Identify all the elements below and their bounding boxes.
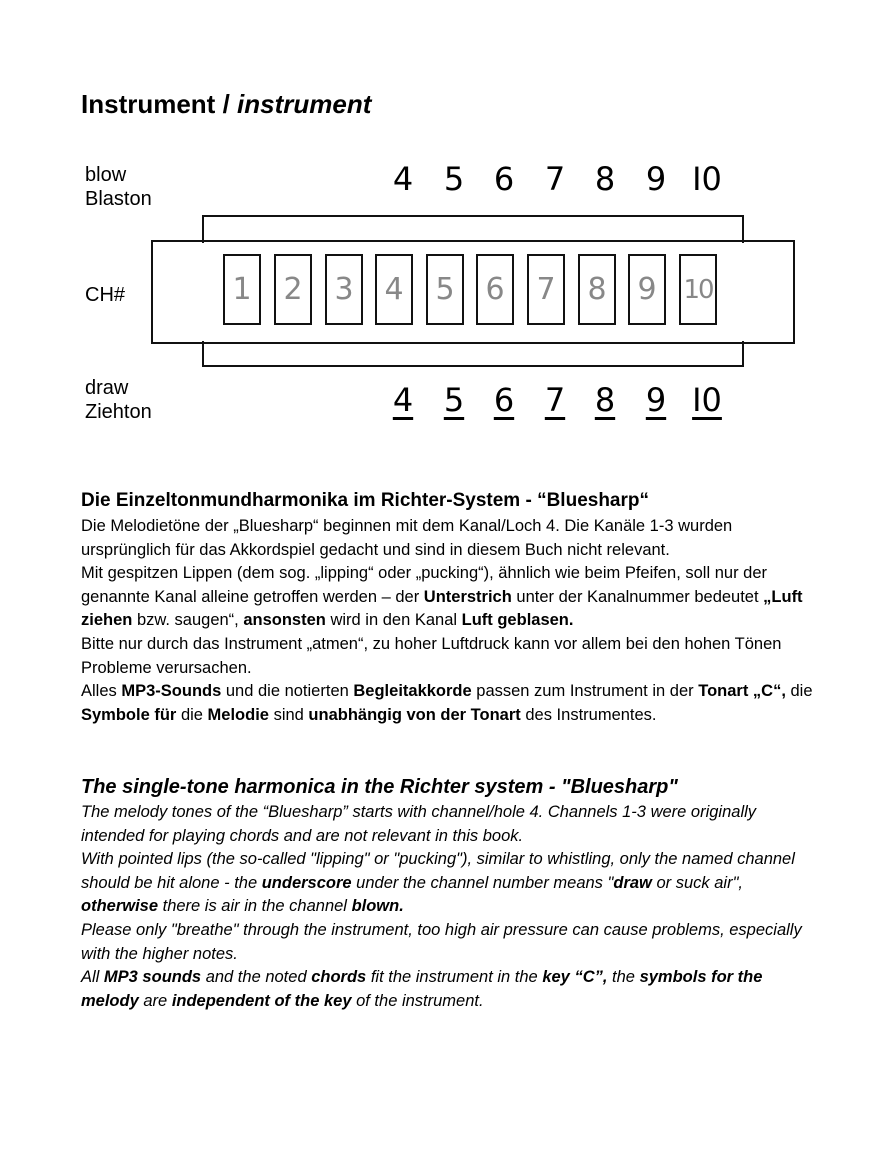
page-title: Instrument / instrument: [81, 89, 372, 119]
german-paragraph-1: Die Melodietöne der „Bluesharp“ beginnen mit dem Kanal/Loch 4. Die Kanäle 1-3 wurden ursprünglich für das Akkordspiel gedacht und sind in diesem Buch nicht relevant.: [81, 517, 733, 559]
german-paragraph-4: Alles MP3-Sounds und die notierten Begleitakkorde passen zum Instrument in der Tonart „C“, die Symbole für die Melodie sind unabhängig von der Tonart des Instrumentes.: [81, 682, 813, 724]
hole-3: 3: [325, 254, 363, 325]
hole-5: 5: [426, 254, 464, 325]
hole-4: 4: [375, 254, 413, 325]
channel-label: CH#: [85, 284, 126, 306]
blow-number: I0: [692, 160, 722, 198]
english-paragraph-4: All MP3 sounds and the noted chords fit the instrument in the key “C”, the symbols for the melody are independent of the key of the instrument.: [81, 968, 763, 1010]
german-paragraph-3: Bitte nur durch das Instrument „atmen“, zu hoher Luftdruck kann vor allem bei den hohen Tönen Probleme verursachen.: [81, 634, 782, 677]
blow-number: 6: [493, 160, 515, 198]
draw-number: 8: [594, 381, 616, 419]
cover-plate-top: [202, 215, 744, 243]
draw-number: 6: [493, 381, 515, 419]
english-paragraph-2: With pointed lips (the so-called "lipping" or "pucking"), similar to whistling, only the named channel should be hit alone - the underscore under the channel number means "draw or suck air", otherwise there is air in the channel blown.: [81, 850, 795, 916]
german-section: [81, 489, 821, 727]
draw-label: draw: [85, 377, 129, 399]
english-paragraph-3: Please only "breathe" through the instrument, too high air pressure can cause problems, especially with the higher notes.: [81, 920, 802, 963]
hole-10: 10: [679, 254, 717, 325]
blow-label-german: Blaston: [85, 188, 152, 210]
draw-number: 4: [392, 381, 414, 419]
hole-8: 8: [578, 254, 616, 325]
hole-6: 6: [476, 254, 514, 325]
draw-number: 5: [443, 381, 465, 419]
hole-2: 2: [274, 254, 312, 325]
hole-9: 9: [628, 254, 666, 325]
draw-label-german: Ziehton: [85, 401, 152, 423]
hole-1: 1: [223, 254, 261, 325]
blow-number: 7: [544, 160, 566, 198]
english-section: [81, 775, 821, 1013]
blow-number: 5: [443, 160, 465, 198]
hole-7: 7: [527, 254, 565, 325]
english-heading: The single-tone harmonica in the Richter system - "Bluesharp": [81, 776, 678, 798]
english-paragraph-1: The melody tones of the “Bluesharp” starts with channel/hole 4. Channels 1-3 were originally intended for playing chords and are not relevant in this book.: [81, 803, 757, 845]
german-heading: Die Einzeltonmundharmonika im Richter-System - “Bluesharp“: [81, 490, 649, 511]
blow-number: 8: [594, 160, 616, 198]
blow-label: blow: [85, 164, 127, 186]
draw-number: 7: [544, 381, 566, 419]
german-paragraph-2: Mit gespitzen Lippen (dem sog. „lipping“ oder „pucking“), ähnlich wie beim Pfeifen, soll nur der genannte Kanal alleine getroffen werden – der Unterstrich unter der Kanalnummer bedeutet „Luft ziehen bzw. saugen“, ansonsten wird in den Kanal Luft geblasen.: [81, 564, 803, 630]
cover-plate-bottom: [202, 341, 744, 367]
draw-number: I0: [692, 381, 722, 419]
blow-number: 4: [392, 160, 414, 198]
draw-number: 9: [645, 381, 667, 419]
blow-number: 9: [645, 160, 667, 198]
